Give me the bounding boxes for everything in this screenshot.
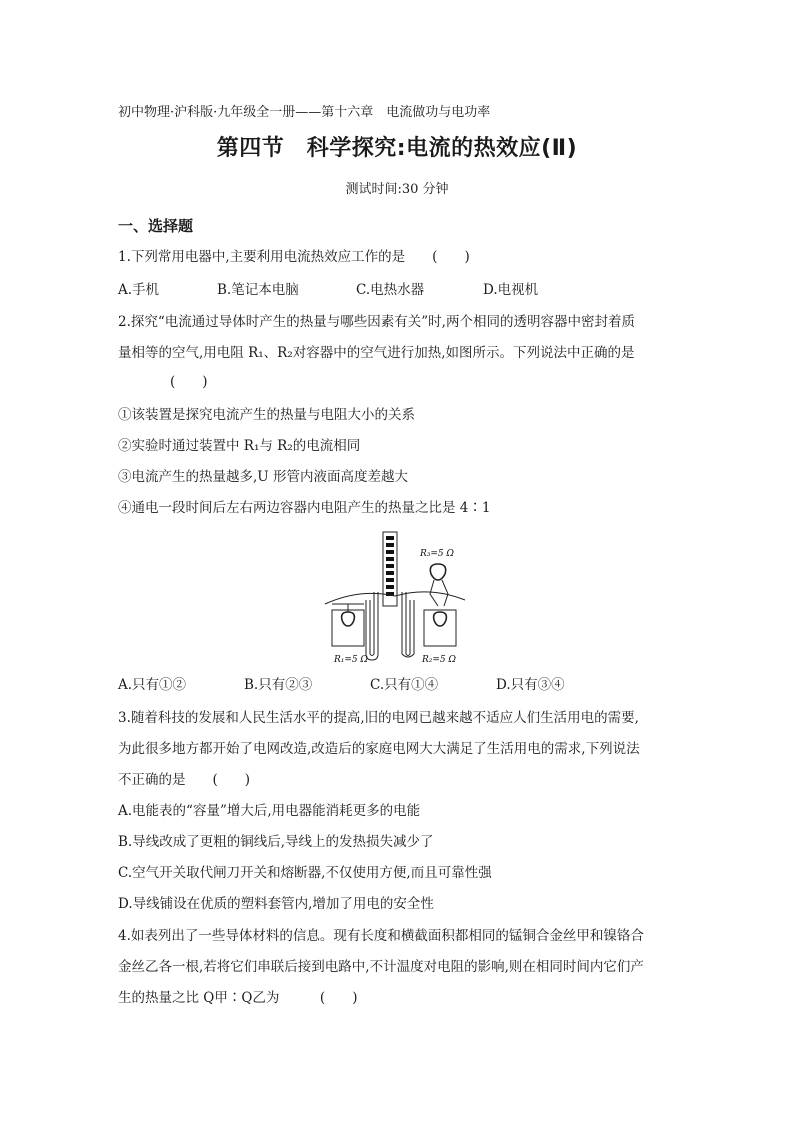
section-heading: 一、选择题 <box>118 217 194 235</box>
resistor-r3-coil <box>430 564 445 580</box>
question-3-line-2: 为此很多地方都开始了电网改造,改造后的家庭电网大大满足了生活用电的需求,下列说法 <box>118 741 640 757</box>
experiment-figure <box>320 530 470 666</box>
label-r3: R₃=5 Ω <box>420 549 454 559</box>
question-3-line-1: 3.随着科技的发展和人民生活水平的提高,旧的电网已越来越不适应人们生活用电的需要, <box>118 710 639 726</box>
question-4-line-1: 4.如表列出了一些导体材料的信息。现有长度和横截面积都相同的锰铜合金丝甲和镍铬合 <box>118 928 644 944</box>
label-r2: R₂=5 Ω <box>422 655 456 665</box>
question-2-option-c: C.只有①④ <box>370 677 439 693</box>
statement-4: ④通电一段时间后左右两边容器内电阻产生的热量之比是 4∶1 <box>118 500 491 516</box>
test-duration: 测试时间:30 分钟 <box>345 182 449 197</box>
question-1-stem: 1.下列常用电器中,主要利用电流热效应工作的是 ( ) <box>118 249 470 265</box>
question-4-line-3: 生的热量之比 Q甲∶Q乙为 ( ) <box>118 990 358 1006</box>
question-3-line-3: 不正确的是 ( ) <box>118 772 251 788</box>
question-2-line-3: ( ) <box>170 374 208 390</box>
question-1-option-a: A.手机 <box>118 282 160 298</box>
u-tube-left <box>366 592 378 660</box>
question-2-line-2: 量相等的空气,用电阻 R₁、R₂对容器中的空气进行加热,如图所示。下列说法中正确的是 <box>118 345 635 361</box>
u-tube-right <box>402 592 414 657</box>
question-3-option-a: A.电能表的“容量”增大后,用电器能消耗更多的电能 <box>118 803 421 819</box>
question-1-option-b: B.笔记本电脑 <box>217 282 299 298</box>
container-left <box>332 610 364 646</box>
question-2-line-1: 2.探究“电流通过导体时产生的热量与哪些因素有关”时,两个相同的透明容器中密封着质 <box>118 314 635 330</box>
question-4-line-2: 金丝乙各一根,若将它们串联后接到电路中,不计温度对电阻的影响,则在相同时间内它们产 <box>118 959 644 975</box>
page-title: 第四节 科学探究:电流的热效应(Ⅱ) <box>216 136 578 161</box>
statement-2: ②实验时通过装置中 R₁与 R₂的电流相同 <box>118 438 361 454</box>
question-3-option-c: C.空气开关取代闸刀开关和熔断器,不仅使用方便,而且可靠性强 <box>118 865 492 881</box>
question-2-option-d: D.只有③④ <box>496 677 565 693</box>
label-r1: R₁=5 Ω <box>334 655 368 665</box>
page-header: 初中物理·沪科版·九年级全一册——第十六章 电流做功与电功率 <box>118 105 491 120</box>
statement-3: ③电流产生的热量越多,U 形管内液面高度差越大 <box>118 469 408 485</box>
question-2-option-b: B.只有②③ <box>244 677 313 693</box>
container-right <box>424 610 456 646</box>
question-3-option-b: B.导线改成了更粗的铜线后,导线上的发热损失减少了 <box>118 834 434 850</box>
scale-ticks <box>386 536 394 596</box>
question-1-option-d: D.电视机 <box>483 282 539 298</box>
question-3-option-d: D.导线铺设在优质的塑料套管内,增加了用电的安全性 <box>118 896 434 912</box>
statement-1: ①该装置是探究电流产生的热量与电阻大小的关系 <box>118 407 415 423</box>
question-1-option-c: C.电热水器 <box>356 282 425 298</box>
question-2-option-a: A.只有①② <box>118 677 187 693</box>
